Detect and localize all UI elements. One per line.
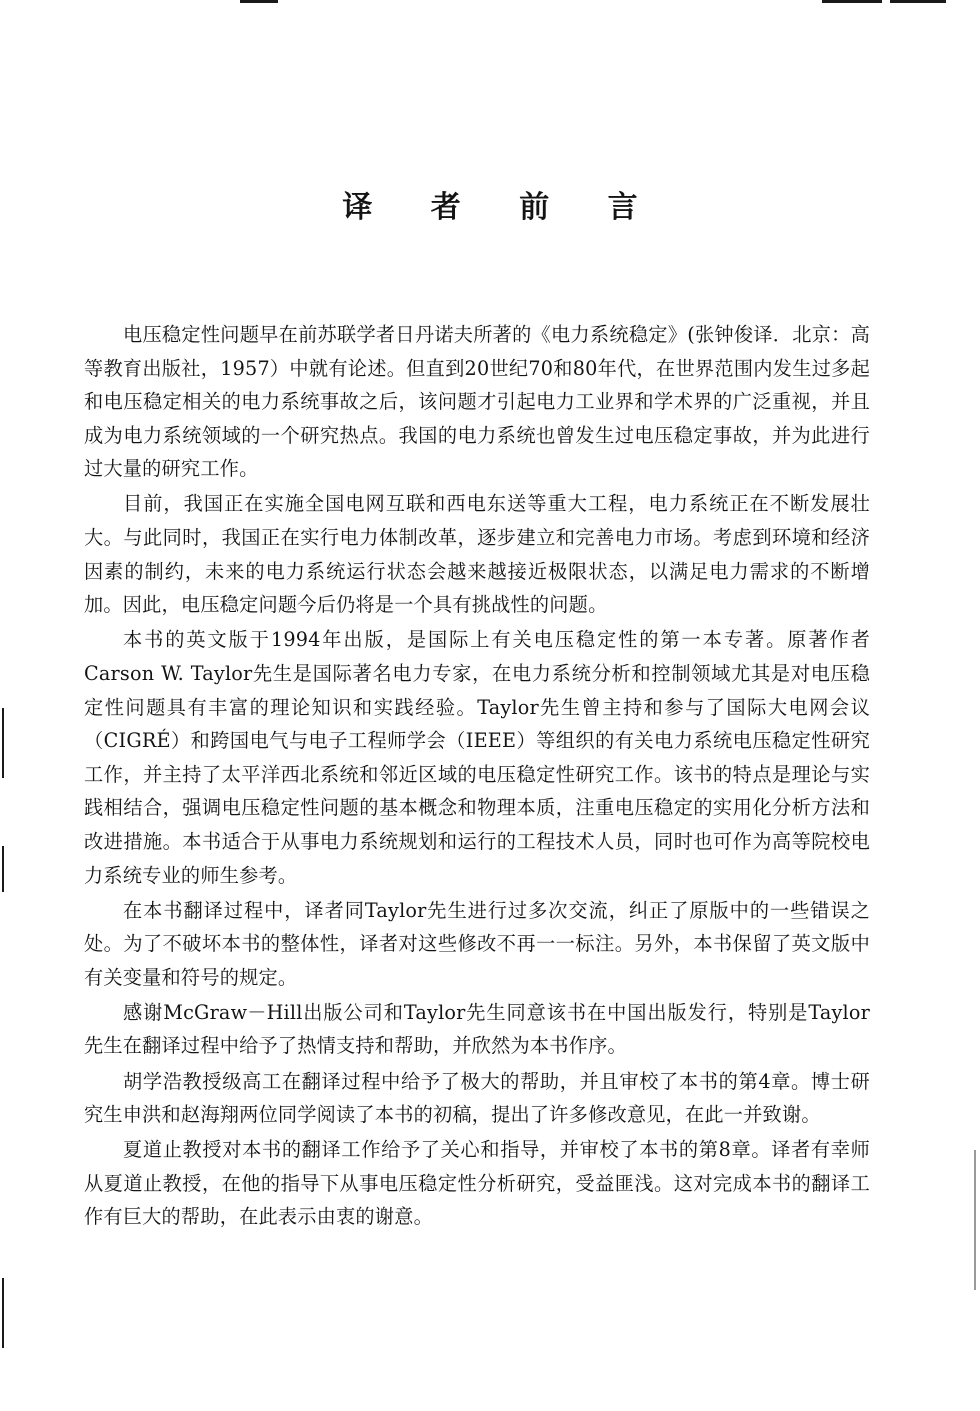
scan-artifact-top-left bbox=[240, 0, 278, 3]
paragraph-5: 感谢McGraw－Hill出版公司和Taylor先生同意该书在中国出版发行，特别是Taylor先生在翻译过程中给予了热情支持和帮助，并欣然为本书作序。 bbox=[84, 1000, 870, 1058]
paragraph-2: 目前，我国正在实施全国电网互联和西电东送等重大工程，电力系统正在不断发展壮大。与此同时，我国正在实行电力体制改革，逐步建立和完善电力市场。考虑到环境和经济因素的制约，未来的电力系统运行状态会越来越接近极限状态，以满足电力需求的不断增加。因此，电压稳定问题今后仍将是一个具有挑战性的问题。 bbox=[84, 492, 870, 617]
paragraph-3: 本书的英文版于1994年出版，是国际上有关电压稳定性的第一本专著。原著作者Carson W. Taylor先生是国际著名电力专家，在电力系统分析和控制领域尤其是对电压稳定性问题具有丰富的理论知识和实践经验。Taylor先生曾主持和参与了国际大电网会议（CIGRÉ）和跨国电气与电子工程师学会（IEEE）等组织的有关电力系统电压稳定性研究工作，并主持了太平洋西北系统和邻近区域的电压稳定性研究工作。该书的特点是理论与实践相结合，强调电压稳定性问题的基本概念和物理本质，注重电压稳定的实用化分析方法和改进措施。本书适合于从事电力系统规划和运行的工程技术人员，同时也可作为高等院校电力系统专业的师生参考。 bbox=[84, 628, 870, 887]
scan-artifact-left-2 bbox=[2, 846, 4, 892]
paragraph-1: 电压稳定性问题早在前苏联学者日丹诺夫所著的《电力系统稳定》(张钟俊译．北京：高等教育出版社，1957）中就有论述。但直到20世纪70和80年代，在世界范围内发生过多起和电压稳定相关的电力系统事故之后，该问题才引起电力工业界和学术界的广泛重视，并且成为电力系统领域的一个研究热点。我国的电力系统也曾发生过电压稳定事故，并为此进行过大量的研究工作。 bbox=[84, 323, 870, 481]
page-title: 译 者 前 言 bbox=[342, 190, 662, 225]
scan-artifact-top-right-2 bbox=[890, 0, 946, 3]
scan-artifact-right-1 bbox=[974, 1150, 976, 1290]
paragraph-6: 胡学浩教授级高工在翻译过程中给予了极大的帮助，并且审校了本书的第4章。博士研究生申洪和赵海翔两位同学阅读了本书的初稿，提出了许多修改意见，在此一并致谢。 bbox=[84, 1069, 870, 1127]
scan-artifact-left-3 bbox=[2, 1278, 4, 1348]
scan-artifact-top-right bbox=[822, 0, 882, 3]
scan-artifact-left-1 bbox=[2, 708, 4, 778]
paragraph-4: 在本书翻译过程中，译者同Taylor先生进行过多次交流，纠正了原版中的一些错误之处。为了不破坏本书的整体性，译者对这些修改不再一一标注。另外，本书保留了英文版中有关变量和符号的规定。 bbox=[84, 898, 870, 989]
preface-body bbox=[84, 318, 870, 1234]
paragraph-7: 夏道止教授对本书的翻译工作给予了关心和指导，并审校了本书的第8章。译者有幸师从夏道止教授，在他的指导下从事电压稳定性分析研究，受益匪浅。这对完成本书的翻译工作有巨大的帮助，在此表示由衷的谢意。 bbox=[84, 1138, 870, 1229]
